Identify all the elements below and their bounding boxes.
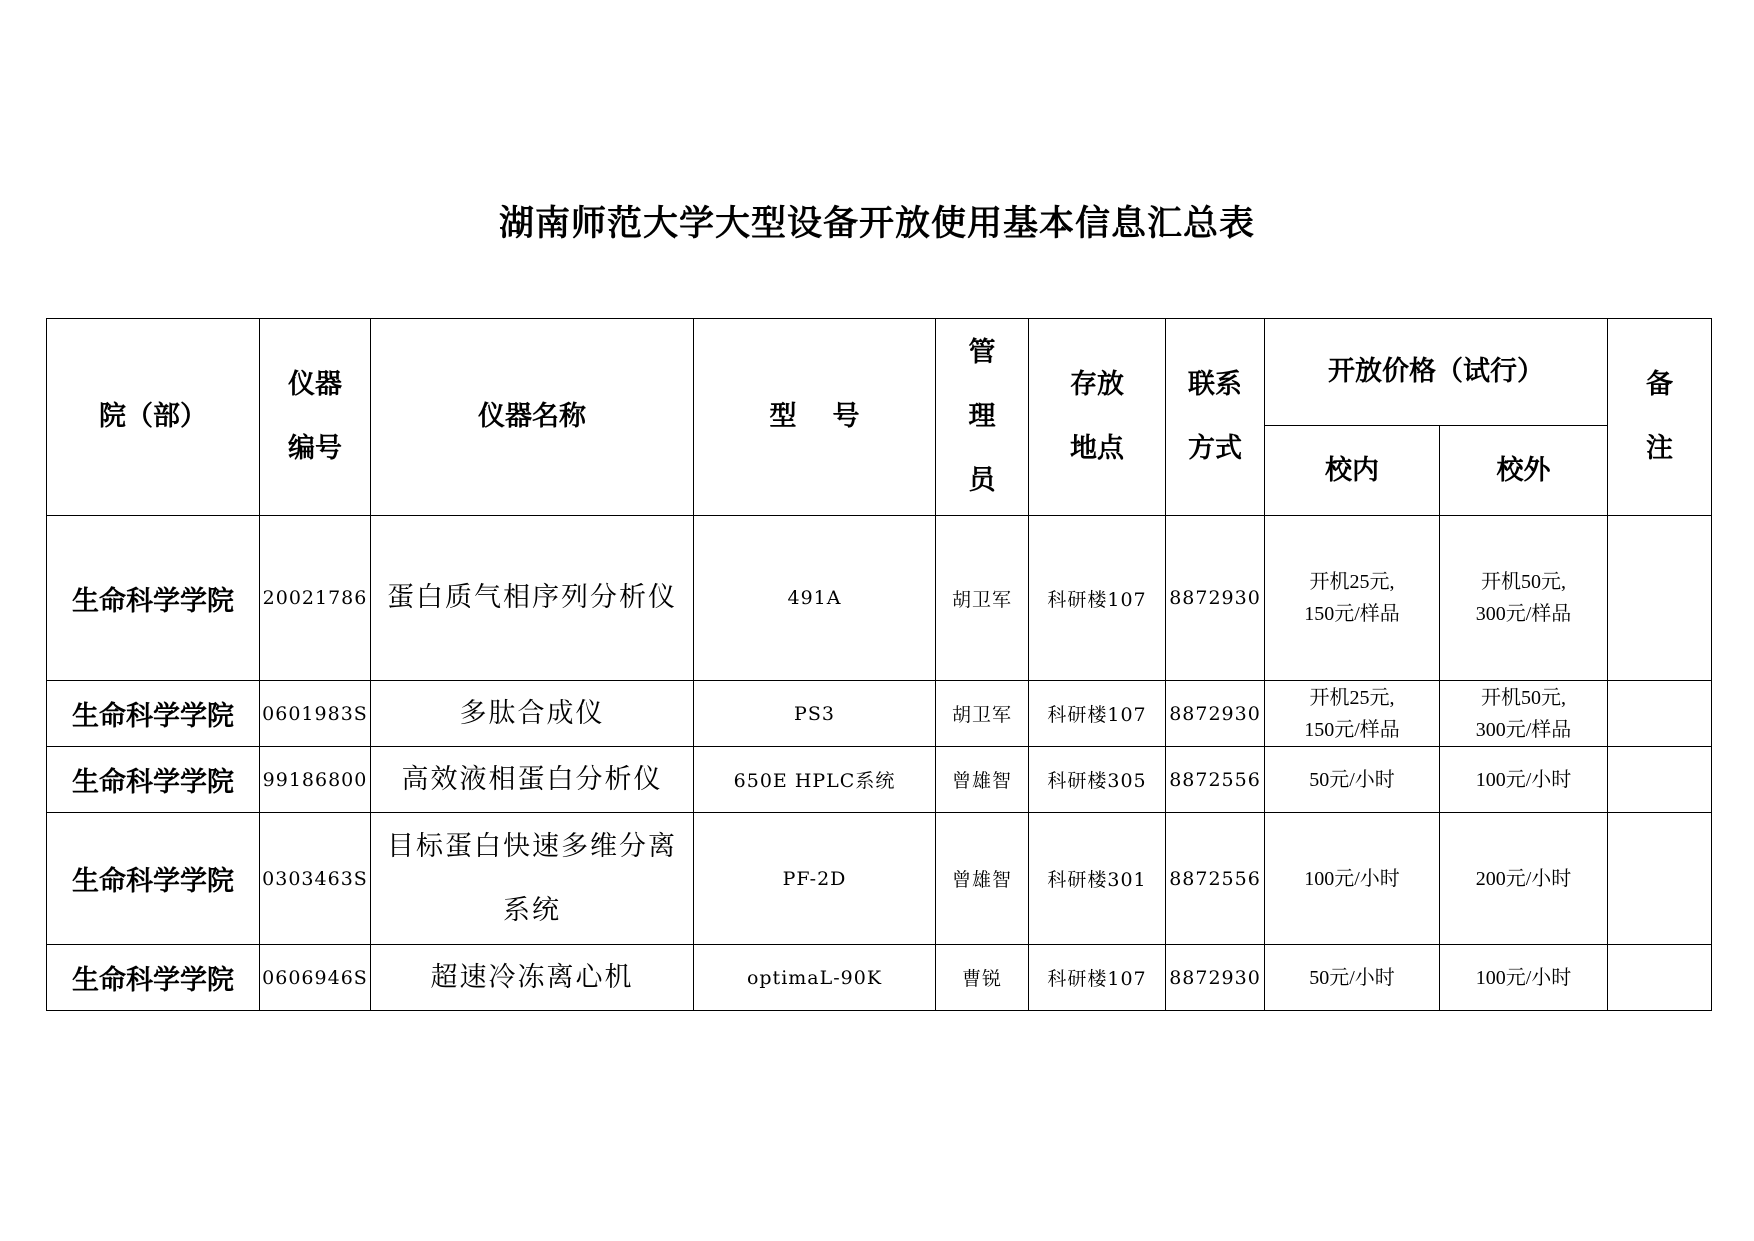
cell-contact: 8872556 — [1166, 813, 1265, 945]
cell-price-in-line2: 150元/样品 — [1304, 603, 1400, 625]
cell-manager: 曾雄智 — [936, 747, 1029, 813]
header-id — [260, 319, 371, 516]
cell-name-line2: 系统 — [503, 894, 561, 926]
cell-dept: 生命科学学院 — [47, 747, 260, 813]
cell-contact: 8872556 — [1166, 747, 1265, 813]
cell-manager: 胡卫军 — [936, 681, 1029, 747]
cell-price-out: 100元/小时 — [1440, 945, 1608, 1011]
header-manager-char1: 管 — [968, 337, 996, 368]
header-location-line1: 存放 — [1070, 369, 1124, 400]
cell-model: 650E HPLC系统 — [694, 747, 936, 813]
cell-name: 超速冷冻离心机 — [371, 945, 694, 1011]
cell-price-in-line1: 开机25元, — [1309, 686, 1395, 709]
cell-id: 99186800 — [260, 747, 371, 813]
cell-location: 科研楼305 — [1029, 747, 1166, 813]
header-contact — [1166, 319, 1265, 516]
header-remark — [1608, 319, 1712, 516]
cell-manager: 曹锐 — [936, 945, 1029, 1011]
cell-id: 0606946S — [260, 945, 371, 1011]
cell-dept: 生命科学学院 — [47, 945, 260, 1011]
cell-dept: 生命科学学院 — [47, 516, 260, 681]
header-price-out: 校外 — [1440, 426, 1608, 516]
cell-name: 多肽合成仪 — [371, 681, 694, 747]
cell-name-line1: 目标蛋白快速多维分离 — [387, 830, 677, 862]
cell-price-out: 200元/小时 — [1440, 813, 1608, 945]
cell-model: 491A — [694, 516, 936, 681]
cell-price-out-line1: 开机50元, — [1481, 571, 1566, 593]
header-name: 仪器名称 — [371, 319, 694, 516]
cell-manager: 胡卫军 — [936, 516, 1029, 681]
cell-price-out-line2: 300元/样品 — [1475, 603, 1572, 625]
cell-price-out-line1: 开机50元, — [1481, 686, 1566, 709]
cell-price-in — [1265, 516, 1440, 681]
cell-price-out: 100元/小时 — [1440, 747, 1608, 813]
cell-remark — [1608, 516, 1712, 681]
header-manager-char2: 理 — [968, 401, 996, 432]
cell-name: 高效液相蛋白分析仪 — [371, 747, 694, 813]
header-model-label: 型号 — [769, 401, 896, 432]
table-row — [47, 945, 1712, 1011]
table-row — [47, 813, 1712, 945]
cell-price-out — [1440, 681, 1608, 747]
cell-price-in — [1265, 681, 1440, 747]
header-location-line2: 地点 — [1070, 433, 1124, 464]
header-contact-line2: 方式 — [1188, 433, 1242, 464]
cell-manager: 曾雄智 — [936, 813, 1029, 945]
cell-contact: 8872930 — [1166, 681, 1265, 747]
cell-contact: 8872930 — [1166, 945, 1265, 1011]
cell-price-out-line2: 300元/样品 — [1475, 718, 1572, 741]
cell-name: 蛋白质气相序列分析仪 — [371, 516, 694, 681]
header-id-line2: 编号 — [288, 433, 342, 464]
header-row-1 — [47, 319, 1712, 426]
cell-location: 科研楼301 — [1029, 813, 1166, 945]
header-dept: 院（部） — [47, 319, 260, 516]
cell-price-in-line1: 开机25元, — [1309, 571, 1395, 593]
cell-location: 科研楼107 — [1029, 516, 1166, 681]
cell-remark — [1608, 747, 1712, 813]
header-remark-line2: 注 — [1646, 433, 1673, 464]
cell-dept: 生命科学学院 — [47, 813, 260, 945]
cell-name — [371, 813, 694, 945]
cell-price-in: 50元/小时 — [1265, 747, 1440, 813]
header-manager — [936, 319, 1029, 516]
cell-model: PS3 — [694, 681, 936, 747]
header-remark-line1: 备 — [1646, 369, 1673, 400]
table-row — [47, 747, 1712, 813]
cell-contact: 8872930 — [1166, 516, 1265, 681]
cell-dept: 生命科学学院 — [47, 681, 260, 747]
header-contact-line1: 联系 — [1188, 369, 1242, 400]
header-location — [1029, 319, 1166, 516]
cell-model: optimaL-90K — [694, 945, 936, 1011]
cell-price-in: 100元/小时 — [1265, 813, 1440, 945]
cell-location: 科研楼107 — [1029, 681, 1166, 747]
cell-price-in: 50元/小时 — [1265, 945, 1440, 1011]
cell-id: 0601983S — [260, 681, 371, 747]
header-id-line1: 仪器 — [288, 369, 342, 400]
page-title: 湖南师范大学大型设备开放使用基本信息汇总表 — [498, 204, 1255, 244]
cell-remark — [1608, 813, 1712, 945]
header-price: 开放价格（试行） — [1265, 319, 1608, 426]
cell-id: 20021786 — [260, 516, 371, 681]
header-price-in: 校内 — [1265, 426, 1440, 516]
cell-price-in-line2: 150元/样品 — [1304, 718, 1400, 741]
header-model — [694, 319, 936, 516]
cell-location: 科研楼107 — [1029, 945, 1166, 1011]
cell-remark — [1608, 681, 1712, 747]
header-manager-char3: 员 — [968, 465, 996, 496]
table-row — [47, 681, 1712, 747]
cell-model: PF-2D — [694, 813, 936, 945]
table-row — [47, 516, 1712, 681]
equipment-table — [46, 318, 1712, 1011]
cell-remark — [1608, 945, 1712, 1011]
cell-id: 0303463S — [260, 813, 371, 945]
cell-price-out — [1440, 516, 1608, 681]
